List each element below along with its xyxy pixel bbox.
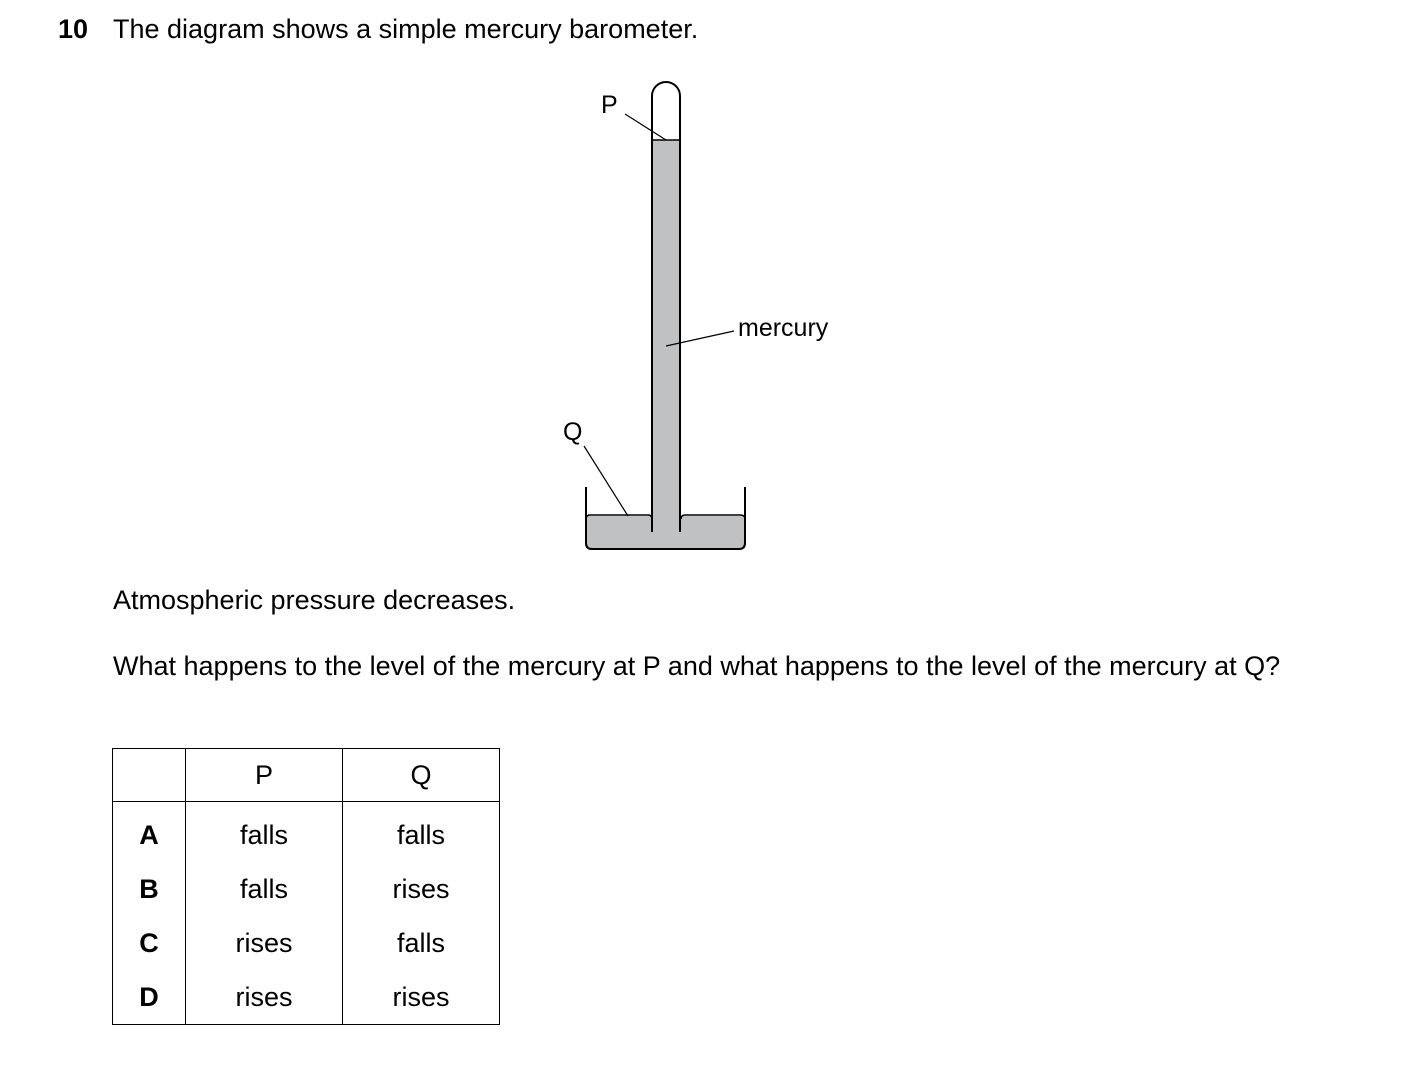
label-p: P — [601, 91, 618, 119]
option-letter: B — [113, 862, 186, 916]
table-row — [113, 802, 500, 863]
option-q-value: rises — [343, 862, 500, 916]
table-row — [113, 916, 500, 970]
header-q: Q — [343, 749, 500, 802]
header-p: P — [186, 749, 343, 802]
option-p-value: falls — [186, 802, 343, 863]
question-statement: Atmospheric pressure decreases. — [113, 585, 516, 615]
option-q-value: rises — [343, 970, 500, 1025]
option-q-value: falls — [343, 916, 500, 970]
option-letter: A — [113, 802, 186, 863]
option-p-value: rises — [186, 916, 343, 970]
table-row — [113, 970, 500, 1025]
question-prompt: What happens to the level of the mercury at P and what happens to the level of the mercury at Q? — [113, 651, 1281, 681]
option-letter: D — [113, 970, 186, 1025]
question-number: 10 — [58, 14, 89, 44]
header-blank — [113, 749, 186, 802]
leader-line-p — [625, 114, 666, 140]
leader-line-q — [584, 446, 628, 516]
option-p-value: falls — [186, 862, 343, 916]
option-letter: C — [113, 916, 186, 970]
tube-mercury-column — [653, 140, 680, 532]
label-mercury: mercury — [738, 314, 829, 342]
table-header-row — [113, 749, 500, 802]
table-row — [113, 862, 500, 916]
option-p-value: rises — [186, 970, 343, 1025]
option-q-value: falls — [343, 802, 500, 863]
question-stem: The diagram shows a simple mercury barometer. — [113, 14, 699, 44]
answer-options-table — [112, 748, 500, 1025]
label-q: Q — [563, 418, 583, 446]
